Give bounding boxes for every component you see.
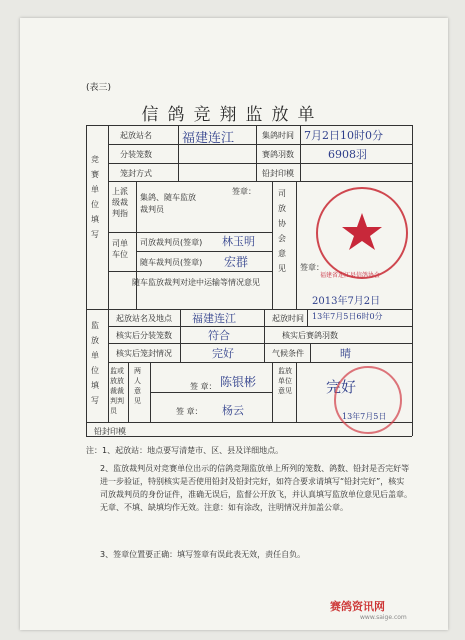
gather-time-label: 集鸽时间 [262, 131, 294, 140]
escort-referee-label: 集鸽、随车监放裁判员 [140, 193, 196, 214]
col-line-8 [180, 309, 181, 362]
table-right-border [412, 125, 413, 436]
sign2-value: 杨云 [222, 404, 244, 417]
section-two-opinion: 两人意见 [134, 367, 141, 405]
row-line-3 [108, 181, 412, 182]
watermark-url: www.saige.com [360, 614, 407, 621]
seal-state-label: 核实后笼封情况 [116, 349, 172, 358]
assoc-date: 2013年7月2日 [312, 296, 381, 307]
escort-sign-label: 签章： [232, 187, 256, 196]
note-2: 2、监放裁判员对竞赛单位出示的信鸽竞翔监放单上所列的笼数、鸽数、铅封是否完好等进一步验证，特别核实是否使用铅封及铅封完好，如符合要求请填写“铅封完好”，核实司放裁判员的身份证件，准确无误后，监督公开放飞，并认真填写监放单位意见后盖章。无章、不填、缺填均作无效。注意：如有涂改，注明情况并加盖公章。 [100, 464, 412, 512]
row-line-9 [108, 362, 412, 363]
site-location-label: 起放站名及地点 [116, 314, 172, 323]
release-time-label: 起放时间 [272, 314, 304, 323]
count-after-label: 核实后赛鸽羽数 [282, 331, 338, 340]
section-vehicle-referee: 司单车位 [112, 239, 128, 259]
col-line-5 [136, 181, 137, 309]
document-title: 信鸽竞翔监放单 [141, 105, 324, 125]
col-line-12 [264, 343, 265, 362]
lead-seal-label: 铅封印模 [94, 427, 126, 436]
pigeon-count-value: 6908羽 [328, 148, 367, 161]
table-number: (表三) [86, 83, 112, 93]
table-bottom-border [86, 436, 412, 437]
col-line-2 [178, 125, 179, 181]
seal-method-label: 笼封方式 [120, 169, 152, 178]
weather-label: 气候条件 [272, 349, 304, 358]
section-release-unit-opinion: 监放单位意见 [278, 367, 292, 395]
association-stamp-graphic [318, 189, 406, 277]
col-line-6 [272, 181, 273, 309]
release-site-value: 福建连江 [182, 131, 235, 146]
sign2-label: 签 章： [176, 407, 203, 416]
assoc-sign-label: 签章： [300, 263, 324, 272]
lead-seal-impression-label: 铅封印模 [262, 169, 294, 178]
split-count-label: 核实后分装笼数 [116, 331, 172, 340]
row-line-8 [108, 343, 412, 344]
col-line-3 [256, 125, 257, 181]
car-sign-value: 宏群 [224, 255, 249, 269]
col-line-7 [296, 181, 297, 309]
col-line-13 [310, 343, 311, 362]
split-count-value: 符合 [208, 329, 230, 342]
seal-state-value: 完好 [212, 347, 234, 360]
unit-opinion-value: 完好 [326, 378, 357, 396]
transport-opinion-label: 随车监放裁判对途中运输等情况意见 [132, 278, 260, 287]
col-line-10 [307, 309, 308, 326]
sign1-value: 陈银彬 [220, 375, 257, 389]
row-line-10 [150, 392, 272, 393]
row-line-2 [108, 163, 412, 164]
section-release-referee: 监或放放裁裁判判员 [110, 367, 124, 415]
note-1: 注：1、起放站：地点要写清楚市、区、县及详细地点。 [86, 446, 284, 455]
vehicle-sign-label: 司放裁判员(签章) [140, 238, 203, 247]
stamp-text: 福建省连江县信鸽协会 [320, 272, 381, 279]
watermark-brand: 赛鸽资讯网 [330, 600, 385, 613]
col-line-1 [108, 125, 109, 422]
release-time-value: 13年7月5日6时0分 [312, 312, 383, 321]
col-line-14 [128, 362, 129, 422]
table-top-border [86, 125, 412, 126]
row-line-1 [108, 144, 412, 145]
vehicle-sign-value: 林玉明 [222, 235, 255, 248]
car-sign-label: 随车裁判员(签章) [140, 258, 203, 267]
pigeon-count-label: 赛鸽羽数 [262, 150, 294, 159]
section-assoc-opinion: 司放协会意见 [278, 189, 286, 273]
col-line-17 [296, 362, 297, 422]
section-entry-unit: 竞赛单位填写 [91, 155, 99, 239]
group-count-label: 分装笼数 [120, 150, 152, 159]
col-line-4 [300, 125, 301, 181]
note-3: 3、签章位置要正确：填写签章有误此表无效，责任自负。 [100, 550, 306, 559]
weather-value: 晴 [340, 347, 351, 360]
section-divider [86, 309, 412, 310]
col-line-16 [272, 362, 273, 422]
col-line-9 [264, 309, 265, 326]
release-site-label: 起放站名 [120, 131, 152, 140]
col-line-11 [264, 326, 265, 343]
row-line-7 [108, 326, 412, 327]
release-unit-stamp [334, 366, 402, 434]
section-upper-referee: 上派级裁判指 [112, 187, 128, 218]
row-line-6 [108, 271, 272, 272]
section-release-unit: 监放单位填写 [91, 321, 99, 405]
association-stamp [316, 187, 408, 279]
unit-date: 13年7月5日 [342, 412, 387, 421]
row-line-5 [136, 251, 272, 252]
sign1-label: 签 章： [190, 382, 217, 391]
table-left-border [86, 125, 87, 436]
gather-time-value: 7月2日10时0分 [304, 129, 383, 142]
site-location-value: 福建连江 [192, 312, 236, 325]
